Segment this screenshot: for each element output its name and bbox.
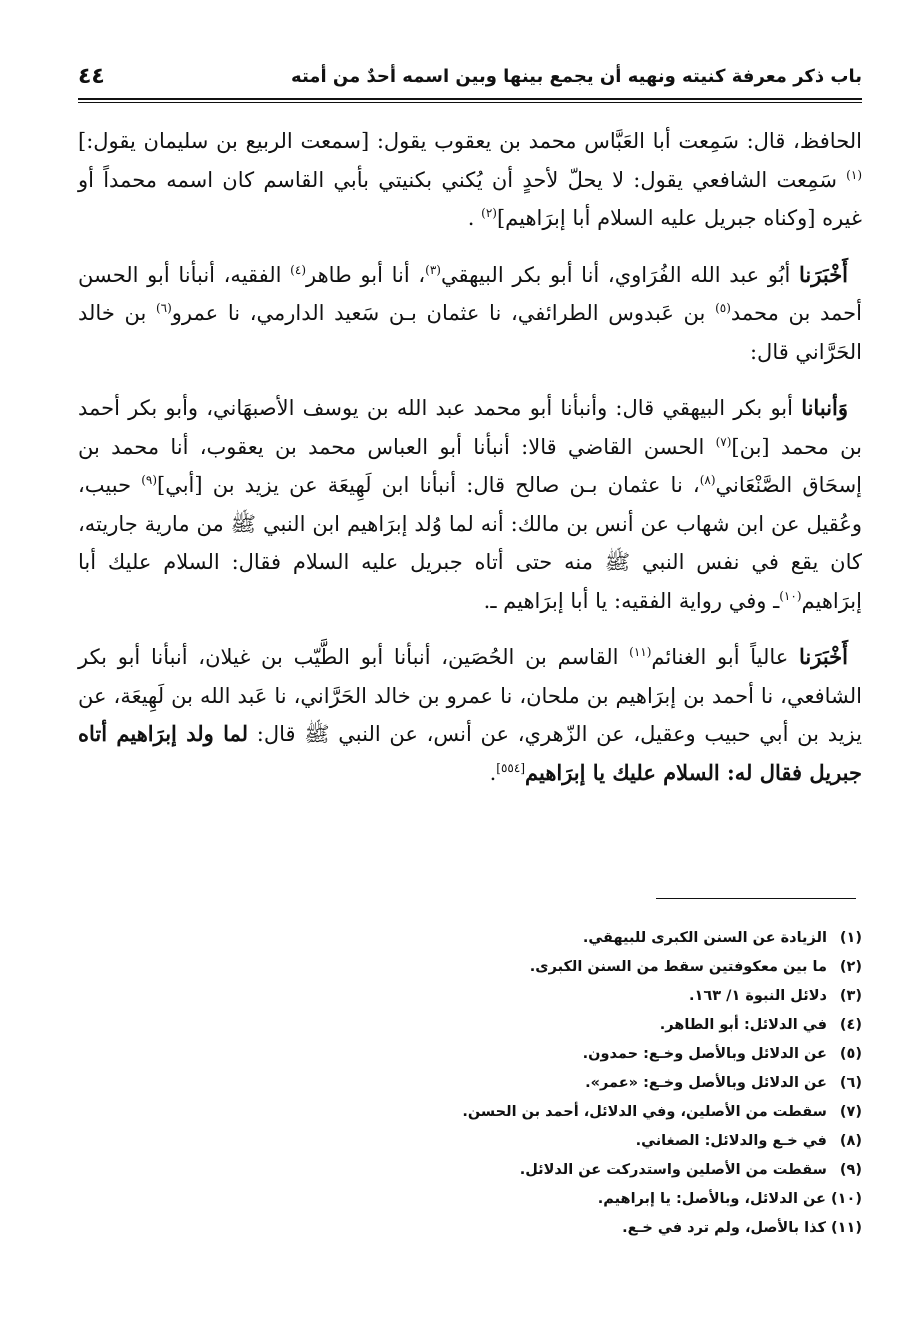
footnote-ref: (٨)	[699, 473, 716, 487]
text-segment: بن عَبدوس الطرائفي، نا عثمان بـن سَعيد الدارمي، نا عمرو	[171, 301, 716, 325]
footnote-number: (١)	[839, 930, 862, 946]
footnote-text: ما بين معكوفتين سقط من السنن الكبرى.	[529, 959, 827, 975]
footnote-number: (٢)	[839, 959, 862, 975]
footnote-ref: (٥)	[715, 301, 731, 315]
footnote-text: عن الدلائل، وبالأصل: يا إبراهيم.	[597, 1191, 826, 1207]
text-segment: .	[489, 760, 497, 785]
footnote-text: في الدلائل: أبو الطاهر.	[659, 1017, 827, 1033]
footnote-number: (١١)	[831, 1220, 862, 1236]
footnotes	[78, 924, 862, 1243]
main-text	[78, 122, 862, 810]
lead-word: أَخْبَرَنا	[799, 644, 848, 669]
page-header	[78, 56, 862, 96]
header-rule	[78, 98, 862, 100]
footnote-text: كذا بالأصل، ولم ترد في خـع.	[622, 1220, 826, 1236]
footnote-item	[78, 953, 862, 982]
footnote-item	[78, 1156, 862, 1185]
footnote-number: (١٠)	[831, 1191, 862, 1207]
footnote-text: سقطت من الأصلين، وفي الدلائل، أحمد بن الحسن.	[462, 1104, 827, 1120]
footnote-text: عن الدلائل وبالأصل وخـع: حمدون.	[582, 1046, 827, 1062]
footnote-item	[78, 1185, 862, 1214]
text-segment: عالياً أبو الغنائم	[651, 645, 800, 669]
footnote-item	[78, 1098, 862, 1127]
footnote-item	[78, 1214, 862, 1243]
footnote-ref: (٢)	[481, 206, 497, 220]
text-segment: الفقيه، أنبأنا أبو الحسن أحمد بن محمد	[78, 262, 862, 325]
footnote-item	[78, 1040, 862, 1069]
footnote-text: الزيادة عن السنن الكبرى للبيهقي.	[582, 930, 827, 946]
footnote-ref: (٩)	[141, 473, 158, 487]
text-segment: القاسم بن الحُصَين، أنبأنا أبو الطَّيّب بن غيلان، أنبأنا أبو بكر الشافعي، نا أحمد بن إبرَاهيم بن ملحان، نا عمرو بن خالد الحَرَّاني، نا عَبد الله بن لَهِيعَة، عن يزيد بن أبي حبيب وعقيل، عن الزّهري، عن أنس، عن النبي ﷺ قال:	[78, 645, 862, 746]
page-number: ٤٤	[78, 63, 105, 89]
footnote-rule	[656, 898, 856, 899]
text-segment: ـ وفي رواية الفقيه: يا أبا إبرَاهيم ـ.	[483, 588, 780, 613]
footnote-ref: (٦)	[155, 301, 172, 315]
footnote-ref: (٧)	[715, 434, 732, 449]
footnote-ref: (٣)	[425, 262, 441, 277]
text-segment: الحسن القاضي قالا: أنبأنا أبو العباس محمد بن يعقوب، أنا محمد بن إسحَاق الصَّنْعَاني	[78, 434, 862, 497]
text-segment: حبيب، وعُقيل عن ابن شهاب عن أنس بن مالك: أنه لما وُلد إبرَاهيم ابن النبي ﷺ من مارية جاريته، كان يقع في نفس النبي ﷺ منه حتى أتاه جبريل عليه السلام فقال: السلام عليك أبا إبرَاهيم	[78, 473, 862, 613]
text-segment: سَمِعت الشافعي يقول: لا يحلّ لأحدٍ أن يُكني بكنيتي بأبي القاسم كان اسمه محمداً أو غيره [وكناه جبريل عليه السلام أبا إبرَاهيم]	[78, 167, 862, 230]
footnote-ref: (١٠)	[779, 588, 802, 603]
text-segment: أبُو عبد الله الفُرَاوي، أنا أبو بكر البيهقي	[440, 262, 800, 287]
footnote-number: (٦)	[839, 1075, 862, 1091]
lead-word: وَأنبانا	[801, 395, 848, 420]
paragraph-2	[78, 256, 862, 372]
text-segment: ، نا عثمان بـن صالح قال: أنبأنا ابن لَهِيعَة عن يزيد بن [أبي]	[157, 473, 700, 497]
text-segment: الحافظ، قال: سَمِعت أبا العَبَّاس محمد بن يعقوب يقول: [سمعت الربيع بن سليمان يقول:]	[78, 129, 862, 153]
text-segment: بن خالد الحَرَّاني قال:	[78, 301, 862, 364]
footnote-item	[78, 1011, 862, 1040]
paragraph-1	[78, 122, 862, 238]
footnote-item	[78, 1069, 862, 1098]
footnote-text: دلائل النبوة ١/ ١٦٣.	[689, 988, 827, 1004]
footnote-text: عن الدلائل وبالأصل وخـع: «عمر».	[585, 1075, 827, 1091]
footnote-ref: (١١)	[629, 645, 652, 659]
hadith-number: [٥٥٤]	[496, 760, 525, 775]
hadith-emphasis: لما ولد إبرَاهيم أتاه جبريل فقال له: السلام عليك يا إبرَاهيم	[78, 721, 862, 785]
paragraph-3	[78, 389, 862, 620]
footnote-ref: (٤)	[290, 262, 306, 277]
footnote-number: (٧)	[839, 1104, 862, 1120]
footnote-ref: (١)	[846, 167, 862, 182]
footnote-number: (٣)	[839, 988, 862, 1004]
footnote-number: (٩)	[839, 1162, 862, 1178]
footnote-item	[78, 924, 862, 953]
footnote-number: (٨)	[839, 1133, 862, 1149]
footnote-number: (٥)	[839, 1046, 862, 1062]
running-title: باب ذكر معرفة كنيته ونهيه أن يجمع بينها وبين اسمه أحدٌ من أمته	[291, 65, 862, 87]
footnote-number: (٤)	[839, 1017, 862, 1033]
text-segment: ، أنا أبو طاهر	[306, 262, 426, 287]
footnote-text: سقطت من الأصلين واستدركت عن الدلائل.	[519, 1162, 827, 1178]
text-segment: أبو بكر البيهقي قال: وأنبأنا أبو محمد عبد الله بن يوسف الأصبهَاني، وأبو بكر أحمد بن محمد [بن]	[78, 396, 862, 459]
paragraph-4	[78, 638, 862, 792]
lead-word: أَخْبَرَنا	[799, 261, 849, 287]
text-segment: .	[467, 206, 475, 230]
footnote-item	[78, 982, 862, 1011]
footnote-item	[78, 1127, 862, 1156]
footnote-text: في خـع والدلائل: الصغاني.	[635, 1133, 827, 1149]
